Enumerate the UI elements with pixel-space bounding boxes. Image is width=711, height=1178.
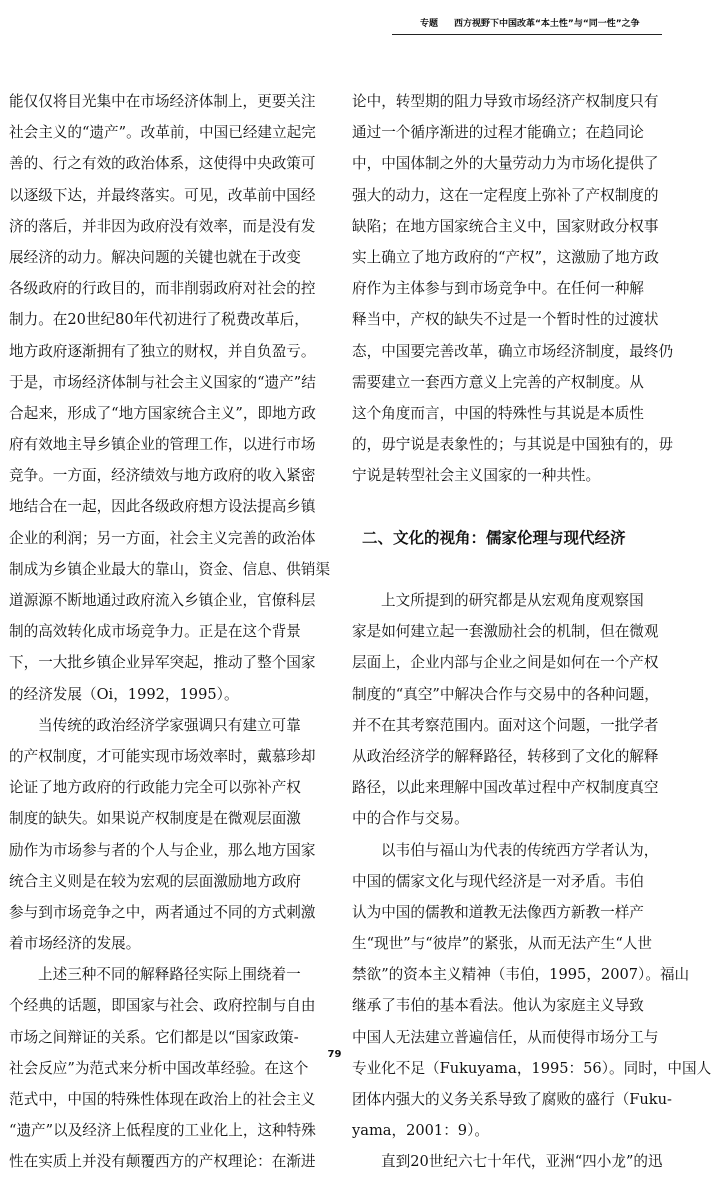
text-line: 能仅仅将目光集中在市场经济体制上，更要关注 — [9, 93, 316, 110]
text-line: 以逐级下达，并最终落实。可见，改革前中国经 — [9, 186, 316, 204]
text-line: 参与到市场竞争之中，两者通过不同的方式刺激 — [9, 903, 316, 921]
text-line: 的经济发展（Oi，1992，1995）。 — [9, 685, 239, 703]
text-line: 禁欲”的资本主义精神（韦伯，1995，2007）。福山 — [352, 966, 690, 984]
header-rule — [392, 34, 662, 35]
text-line: 层面上，企业内部与企业之间是如何在一个产权 — [352, 654, 659, 672]
text-line: 实上确立了地方政府的“产权”，这激励了地方政 — [352, 248, 659, 266]
spacer — [352, 491, 663, 522]
text-line: 生“现世”与“彼岸”的紧张，从而无法产生“人世 — [352, 935, 652, 953]
text-line: 着市场经济的发展。 — [9, 935, 141, 953]
text-line: 家是如何建立起一套激励社会的机制，但在微观 — [352, 623, 659, 641]
text-line: 道源源不断地通过政府流入乡镇企业，官僚科层 — [9, 592, 316, 609]
text-line: 合起来，形成了“地方国家统合主义”，即地方政 — [9, 404, 316, 422]
text-line: 中国人无法建立普遍信任，从而使得市场分工与 — [352, 1028, 659, 1046]
text-line: 缺陷；在地方国家统合主义中，国家财政分权事 — [352, 217, 659, 235]
text-line: 路径，以此来理解中国改革过程中产权制度真空 — [352, 779, 659, 797]
text-line: 制的高效转化成市场竞争力。正是在这个背景 — [9, 623, 301, 641]
text-line: 励作为市场参与者的个人与企业，那么地方国家 — [9, 841, 316, 859]
header-title: 西方视野下中国改革“本土性”与“同一性”之争 — [454, 19, 640, 29]
paragraph-start-line: 以韦伯与福山为代表的传统西方学者认为， — [381, 841, 659, 859]
text-line: 地结合在一起，因此各级政府想方设法提高乡镇 — [9, 498, 316, 516]
text-line: 论证了地方政府的行政能力完全可以弥补产权 — [9, 779, 301, 797]
text-line: 府作为主体参与到市场竞争中。在任何一种解 — [352, 280, 644, 298]
text-line: 竞争。一方面，经济绩效与地方政府的收入紧密 — [9, 467, 316, 485]
text-line: 性在实质上并没有颠覆西方的产权理论：在渐进 — [9, 1153, 316, 1171]
text-line: 地方政府逐渐拥有了独立的财权，并自负盈亏。 — [9, 342, 316, 360]
text-line: 府有效地主导乡镇企业的管理工作，以进行市场 — [9, 436, 316, 454]
paragraph-start-line: 当传统的政治经济学家强调只有建立可靠 — [38, 716, 301, 734]
text-line: 从政治经济学的解释路径，转移到了文化的解释 — [352, 747, 659, 765]
text-line: 强大的动力，这在一定程度上弥补了产权制度的 — [352, 186, 659, 204]
paragraph-start-line: 上述三种不同的解释路径实际上围绕着一 — [38, 966, 301, 984]
text-line: 需要建立一套西方意义上完善的产权制度。从 — [352, 373, 644, 391]
text-line: 的，毋宁说是表象性的；与其说是中国独有的，毋 — [352, 436, 674, 454]
spacer — [352, 554, 663, 585]
running-header — [392, 6, 662, 38]
text-line: 于是，市场经济体制与社会主义国家的“遗产”结 — [9, 373, 316, 391]
text-line: 制成为乡镇企业最大的靠山，资金、信息、供销渠 — [9, 560, 331, 578]
text-line: 通过一个循序渐进的过程才能确立；在趋同论 — [352, 124, 644, 142]
text-line: 中国的儒家文化与现代经济是一对矛盾。韦伯 — [352, 872, 644, 890]
text-line: 中的合作与交易。 — [352, 810, 469, 828]
header-section-label: 专题 — [420, 19, 439, 29]
text-line: 这个角度而言，中国的特殊性与其说是本质性 — [352, 404, 644, 422]
text-line: 释当中，产权的缺失不过是一个暂时性的过渡状 — [352, 311, 659, 329]
right-column — [352, 86, 711, 1178]
text-line: 社会主义的“遗产”。改革前，中国已经建立起完 — [9, 124, 316, 142]
text-line: 制度的“真空”中解决合作与交易中的各种问题， — [352, 685, 659, 703]
text-line: 中，中国体制之外的大量劳动力为市场化提供了 — [352, 155, 659, 173]
text-line: 各级政府的行政目的，而非削弱政府对社会的控 — [9, 280, 316, 298]
text-line: 下，一大批乡镇企业异军突起，推动了整个国家 — [9, 654, 316, 672]
text-line: 态，中国要完善改革，确立市场经济制度，最终仍 — [352, 342, 674, 360]
text-line: 范式中，中国的特殊性体现在政治上的社会主义 — [9, 1091, 316, 1108]
text-line: 统合主义则是在较为宏观的层面激励地方政府 — [9, 872, 301, 890]
text-line: 济的落后，并非因为政府没有效率，而是没有发 — [9, 217, 316, 235]
page-number: 79 — [327, 1049, 342, 1060]
text-line: 的产权制度，才可能实现市场效率时，戴慕珍却 — [9, 747, 316, 765]
text-line: 论中，转型期的阻力导致市场经济产权制度只有 — [352, 93, 659, 110]
text-line: 制度的缺失。如果说产权制度是在微观层面激 — [9, 810, 301, 828]
text-line: 继承了韦伯的基本看法。他认为家庭主义导致 — [352, 997, 644, 1015]
text-line: 认为中国的儒教和道教无法像西方新教一样产 — [352, 903, 644, 921]
text-line: 个经典的话题，即国家与社会、政府控制与自由 — [9, 997, 316, 1015]
text-line: “遗产”以及经济上低程度的工业化上，这种特殊 — [9, 1122, 316, 1140]
text-line: 并不在其考察范围内。面对这个问题，一批学者 — [352, 716, 659, 734]
text-line: 专业化不足（Fukuyama，1995：56）。同时，中国人 — [352, 1059, 711, 1077]
text-line: 制力。在20世纪80年代初进行了税费改革后， — [9, 311, 309, 329]
text-line: 市场之间辩证的关系。它们都是以“国家政策- — [9, 1028, 299, 1046]
text-line: 企业的利润；另一方面，社会主义完善的政治体 — [9, 529, 316, 547]
paragraph-start-line: 上文所提到的研究都是从宏观角度观察国 — [381, 592, 644, 609]
text-line: 善的、行之有效的政治体系，这使得中央政策可 — [9, 155, 316, 173]
text-line: 宁说是转型社会主义国家的一种共性。 — [352, 467, 601, 485]
text-line: 团体内强大的义务关系导致了腐败的盛行（Fuku- — [352, 1091, 672, 1108]
left-column — [9, 86, 331, 1178]
paragraph-start-line: 直到20世纪六七十年代，亚洲“四小龙”的迅 — [381, 1153, 663, 1171]
text-line: yama，2001：9）。 — [352, 1122, 489, 1140]
text-line: 社会反应”为范式来分析中国改革经验。在这个 — [9, 1059, 309, 1077]
text-line: 展经济的动力。解决问题的关键也就在于改变 — [9, 248, 301, 266]
section-heading: 二、文化的视角：儒家伦理与现代经济 — [362, 528, 626, 547]
